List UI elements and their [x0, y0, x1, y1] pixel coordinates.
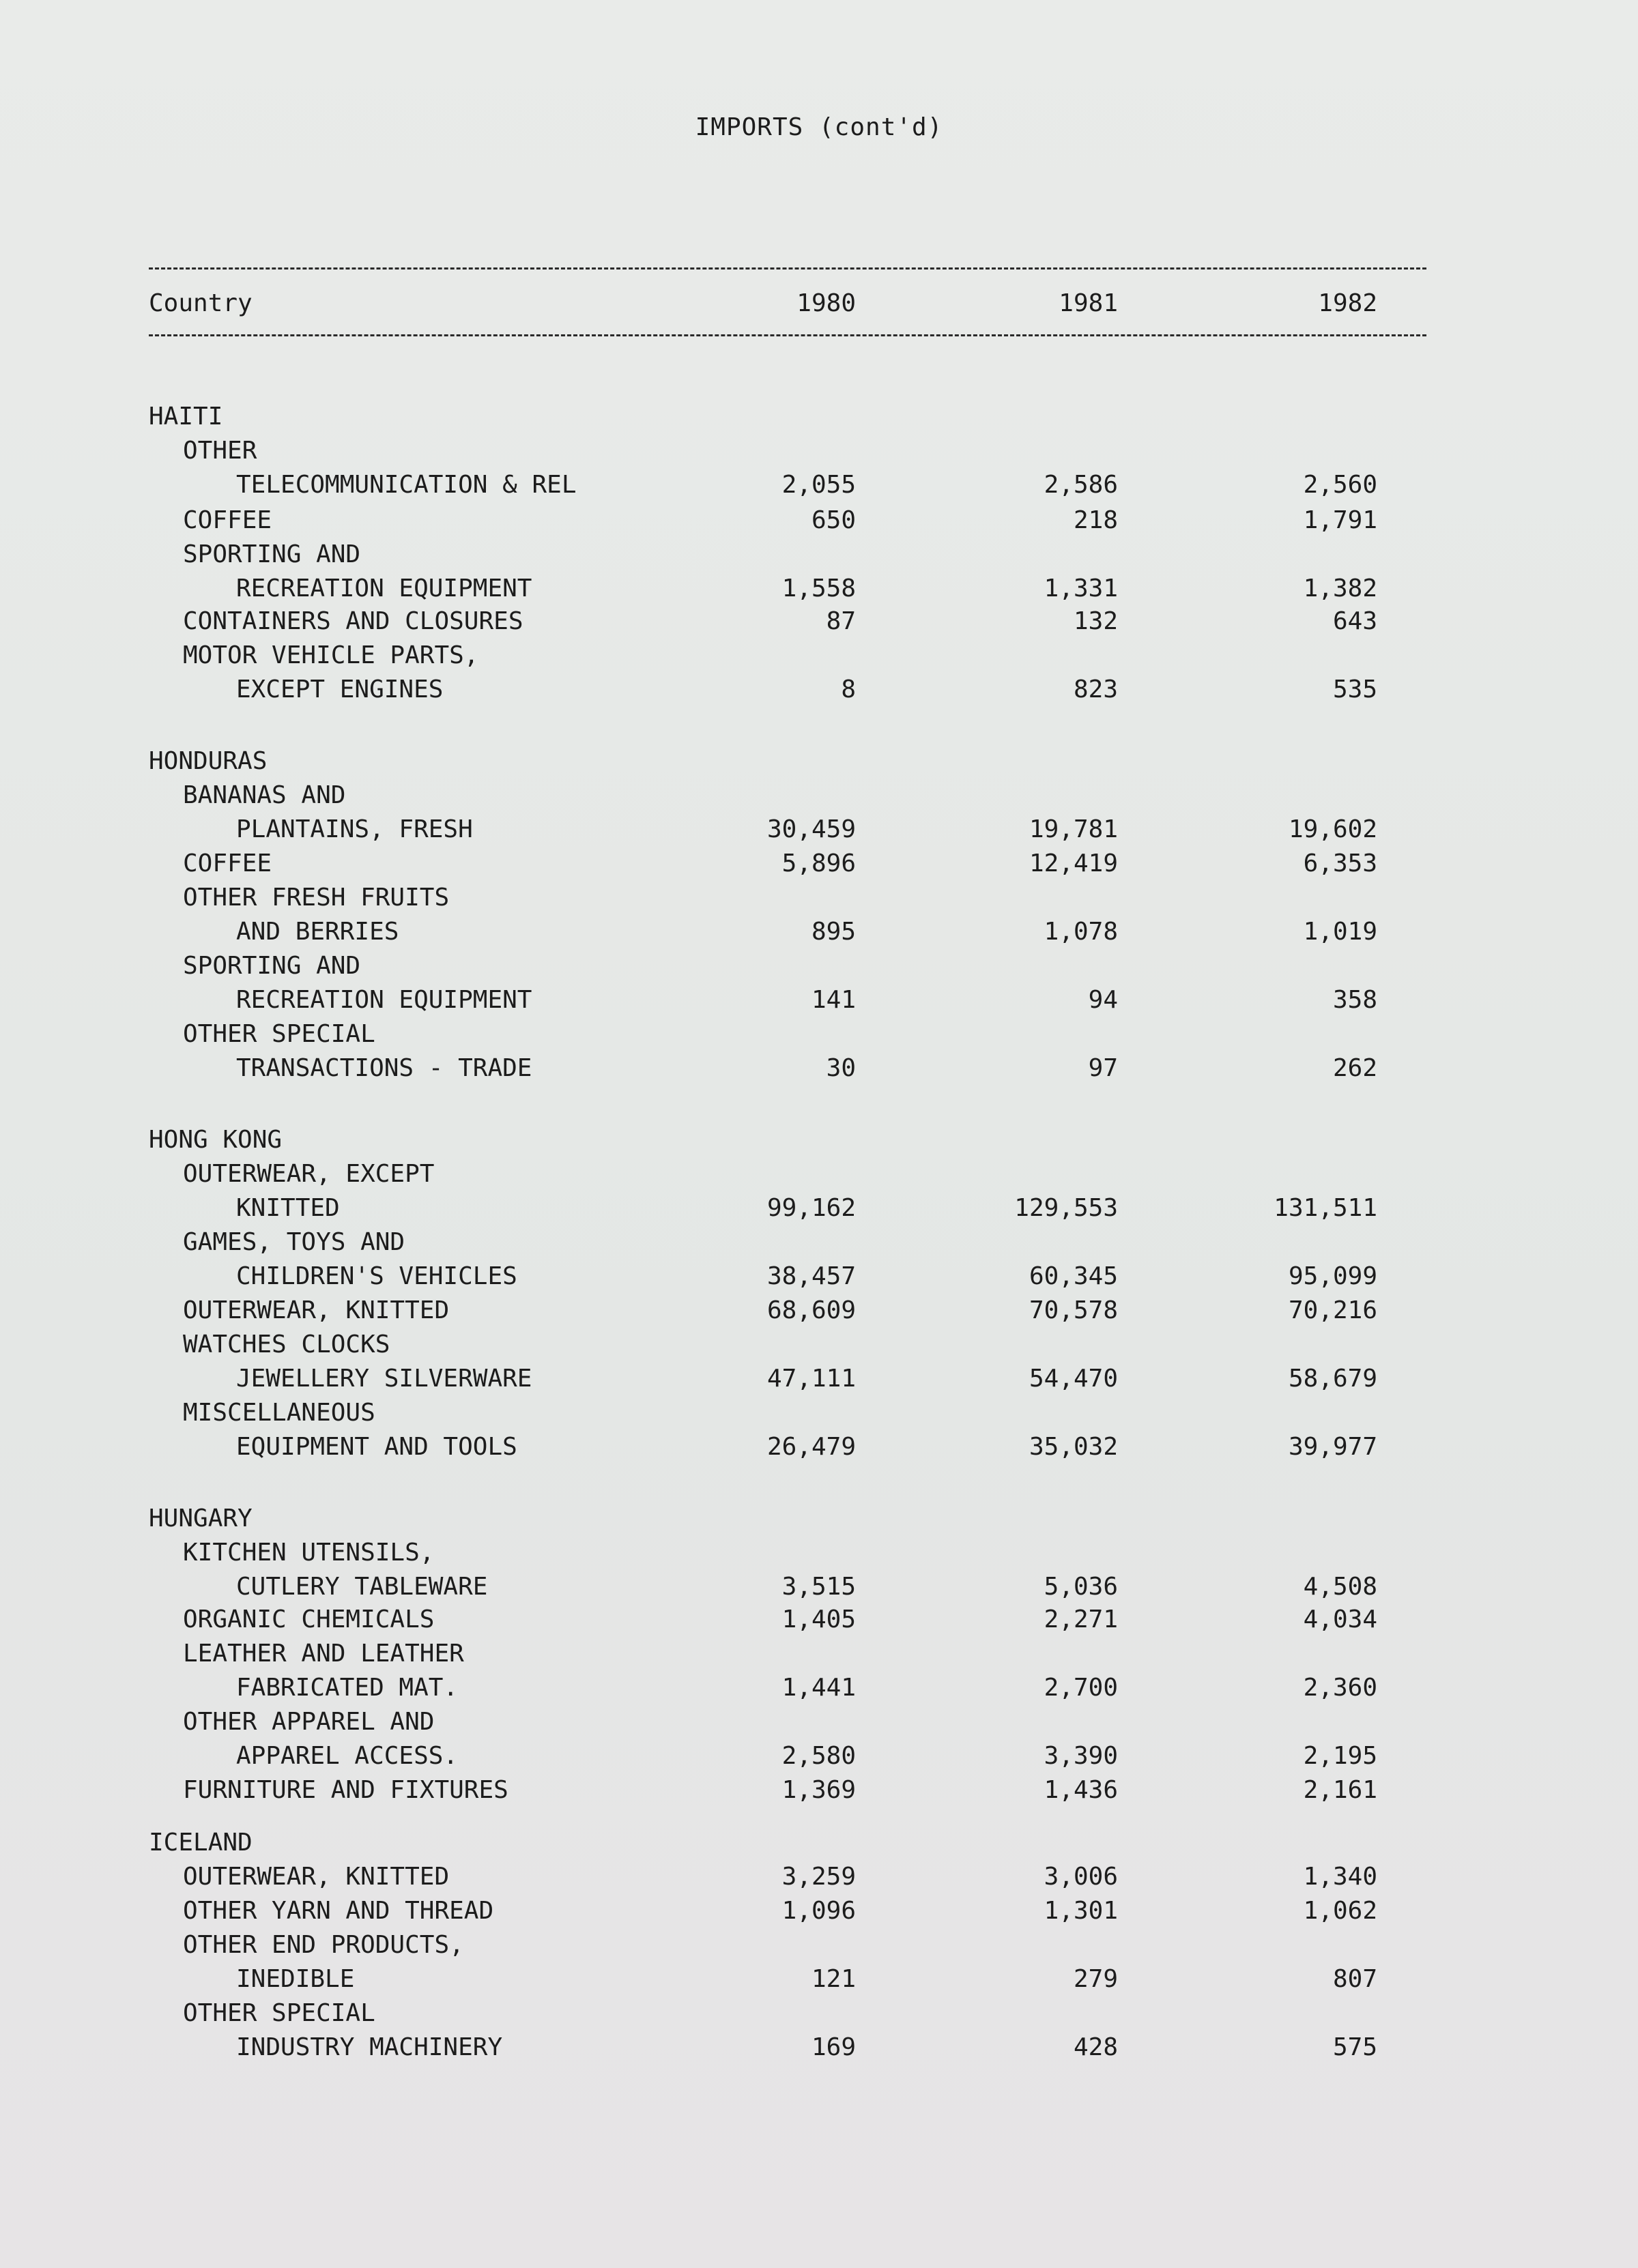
commodity-label: OUTERWEAR, EXCEPT [183, 1160, 435, 1188]
value-1980: 2,055 [781, 471, 856, 499]
header-1980: 1980 [796, 289, 856, 317]
value-1980: 5,896 [781, 849, 856, 877]
header-rule-top [149, 267, 1426, 270]
commodity-label: INEDIBLE [236, 1965, 355, 1993]
commodity-label: WATCHES CLOCKS [183, 1331, 390, 1358]
table-row [0, 1433, 1638, 1463]
value-1981: 54,470 [1029, 1365, 1118, 1393]
value-1981: 1,331 [1044, 575, 1118, 602]
table-row [0, 1708, 1638, 1738]
commodity-label: CUTLERY TABLEWARE [236, 1573, 488, 1601]
table-row [0, 1160, 1638, 1190]
country-name: ICELAND [149, 1829, 253, 1857]
value-1980: 3,515 [781, 1573, 856, 1601]
country-name: HONDURAS [149, 747, 268, 775]
value-1981: 70,578 [1029, 1296, 1118, 1324]
table-row [0, 1776, 1638, 1806]
value-1982: 4,508 [1303, 1573, 1377, 1601]
value-1981: 132 [1073, 607, 1118, 635]
table-row [0, 781, 1638, 811]
commodity-label: OUTERWEAR, KNITTED [183, 1296, 450, 1324]
commodity-label: OTHER YARN AND THREAD [183, 1897, 494, 1925]
value-1980: 121 [811, 1965, 856, 1993]
value-1982: 39,977 [1288, 1433, 1377, 1461]
table-row [0, 506, 1638, 536]
value-1982: 2,560 [1303, 471, 1377, 499]
commodity-label: BANANAS AND [183, 781, 346, 809]
commodity-label: JEWELLERY SILVERWARE [236, 1365, 532, 1393]
value-1980: 47,111 [766, 1365, 856, 1393]
value-1982: 1,340 [1303, 1863, 1377, 1891]
table-row [0, 918, 1638, 948]
country-heading-row [0, 1829, 1638, 1859]
value-1980: 1,558 [781, 575, 856, 602]
value-1980: 38,457 [766, 1262, 856, 1290]
table-row [0, 1999, 1638, 2029]
value-1982: 70,216 [1288, 1296, 1377, 1324]
table-row [0, 575, 1638, 605]
value-1982: 95,099 [1288, 1262, 1377, 1290]
country-heading-row [0, 1504, 1638, 1535]
commodity-label: RECREATION EQUIPMENT [236, 986, 532, 1014]
table-row [0, 1399, 1638, 1429]
value-1981: 2,271 [1044, 1605, 1118, 1633]
value-1980: 87 [826, 607, 856, 635]
page-title: IMPORTS (cont'd) [695, 113, 943, 141]
country-heading-row [0, 1126, 1638, 1156]
table-row [0, 675, 1638, 706]
value-1982: 262 [1332, 1054, 1377, 1082]
commodity-label: OTHER SPECIAL [183, 1020, 375, 1048]
value-1981: 3,390 [1044, 1742, 1118, 1770]
value-1980: 141 [811, 986, 856, 1014]
value-1980: 1,369 [781, 1776, 856, 1804]
table-row [0, 815, 1638, 845]
commodity-label: MOTOR VEHICLE PARTS, [183, 641, 479, 669]
value-1982: 643 [1332, 607, 1377, 635]
country-name: HUNGARY [149, 1504, 253, 1532]
value-1982: 1,791 [1303, 506, 1377, 534]
table-row [0, 1054, 1638, 1084]
value-1980: 1,405 [781, 1605, 856, 1633]
table-row [0, 1228, 1638, 1258]
header-1982: 1982 [1318, 289, 1377, 317]
commodity-label: OTHER END PRODUCTS, [183, 1931, 464, 1959]
value-1981: 279 [1073, 1965, 1118, 1993]
table-row [0, 540, 1638, 570]
value-1981: 2,700 [1044, 1674, 1118, 1702]
country-name: HAITI [149, 403, 223, 431]
table-row [0, 1640, 1638, 1670]
value-1981: 823 [1073, 675, 1118, 703]
table-row [0, 437, 1638, 467]
value-1982: 131,511 [1274, 1194, 1377, 1222]
value-1981: 5,036 [1044, 1573, 1118, 1601]
table-row [0, 1897, 1638, 1927]
value-1981: 19,781 [1029, 815, 1118, 843]
table-row [0, 1365, 1638, 1395]
value-1982: 1,382 [1303, 575, 1377, 602]
value-1982: 19,602 [1288, 815, 1377, 843]
commodity-label: APPAREL ACCESS. [236, 1742, 459, 1770]
commodity-label: KNITTED [236, 1194, 340, 1222]
table-row [0, 1742, 1638, 1772]
header-rule-bottom [149, 334, 1426, 336]
commodity-label: COFFEE [183, 506, 272, 534]
value-1982: 2,360 [1303, 1674, 1377, 1702]
commodity-label: ORGANIC CHEMICALS [183, 1605, 435, 1633]
country-name: HONG KONG [149, 1126, 283, 1154]
commodity-label: RECREATION EQUIPMENT [236, 575, 532, 602]
value-1980: 26,479 [766, 1433, 856, 1461]
commodity-label: LEATHER AND LEATHER [183, 1640, 464, 1668]
commodity-label: CONTAINERS AND CLOSURES [183, 607, 523, 635]
value-1980: 2,580 [781, 1742, 856, 1770]
value-1982: 1,019 [1303, 918, 1377, 946]
commodity-label: GAMES, TOYS AND [183, 1228, 405, 1256]
table-row [0, 1674, 1638, 1704]
value-1982: 2,195 [1303, 1742, 1377, 1770]
commodity-label: PLANTAINS, FRESH [236, 815, 473, 843]
value-1982: 575 [1332, 2033, 1377, 2061]
value-1980: 1,441 [781, 1674, 856, 1702]
table-row [0, 1931, 1638, 1961]
commodity-label: FABRICATED MAT. [236, 1674, 459, 1702]
value-1980: 30,459 [766, 815, 856, 843]
commodity-label: OUTERWEAR, KNITTED [183, 1863, 450, 1891]
value-1980: 99,162 [766, 1194, 856, 1222]
commodity-label: KITCHEN UTENSILS, [183, 1539, 435, 1567]
value-1981: 129,553 [1014, 1194, 1118, 1222]
commodity-label: EXCEPT ENGINES [236, 675, 444, 703]
table-row [0, 1262, 1638, 1292]
commodity-label: FURNITURE AND FIXTURES [183, 1776, 508, 1804]
value-1980: 895 [811, 918, 856, 946]
value-1980: 650 [811, 506, 856, 534]
commodity-label: OTHER [183, 437, 257, 465]
table-row [0, 952, 1638, 982]
value-1981: 97 [1088, 1054, 1118, 1082]
commodity-label: SPORTING AND [183, 540, 361, 568]
value-1981: 12,419 [1029, 849, 1118, 877]
commodity-label: OTHER SPECIAL [183, 1999, 375, 2027]
value-1981: 218 [1073, 506, 1118, 534]
value-1980: 3,259 [781, 1863, 856, 1891]
value-1982: 1,062 [1303, 1897, 1377, 1925]
value-1982: 2,161 [1303, 1776, 1377, 1804]
commodity-label: TRANSACTIONS - TRADE [236, 1054, 532, 1082]
table-row [0, 986, 1638, 1016]
value-1980: 169 [811, 2033, 856, 2061]
table-row [0, 1539, 1638, 1569]
value-1980: 8 [841, 675, 856, 703]
table-row [0, 1020, 1638, 1050]
header-country: Country [149, 289, 253, 317]
table-row [0, 641, 1638, 671]
commodity-label: OTHER FRESH FRUITS [183, 884, 450, 912]
value-1982: 4,034 [1303, 1605, 1377, 1633]
commodity-label: INDUSTRY MACHINERY [236, 2033, 503, 2061]
value-1980: 30 [826, 1054, 856, 1082]
table-row [0, 1194, 1638, 1224]
value-1982: 807 [1332, 1965, 1377, 1993]
commodity-label: SPORTING AND [183, 952, 361, 980]
commodity-label: TELECOMMUNICATION & REL [236, 471, 577, 499]
table-row [0, 1296, 1638, 1326]
value-1980: 68,609 [766, 1296, 856, 1324]
commodity-label: EQUIPMENT AND TOOLS [236, 1433, 517, 1461]
value-1981: 1,301 [1044, 1897, 1118, 1925]
value-1981: 60,345 [1029, 1262, 1118, 1290]
value-1981: 3,006 [1044, 1863, 1118, 1891]
table-row [0, 2033, 1638, 2063]
table-row [0, 849, 1638, 879]
table-row [0, 471, 1638, 501]
table-row [0, 1605, 1638, 1635]
table-row [0, 1573, 1638, 1603]
value-1981: 35,032 [1029, 1433, 1118, 1461]
table-row [0, 1331, 1638, 1361]
commodity-label: COFFEE [183, 849, 272, 877]
table-row [0, 1863, 1638, 1893]
value-1982: 58,679 [1288, 1365, 1377, 1393]
value-1981: 1,436 [1044, 1776, 1118, 1804]
header-1981: 1981 [1059, 289, 1118, 317]
commodity-label: MISCELLANEOUS [183, 1399, 375, 1427]
value-1981: 2,586 [1044, 471, 1118, 499]
country-heading-row [0, 747, 1638, 777]
commodity-label: AND BERRIES [236, 918, 399, 946]
value-1982: 535 [1332, 675, 1377, 703]
commodity-label: CHILDREN'S VEHICLES [236, 1262, 517, 1290]
table-row [0, 607, 1638, 637]
table-row [0, 1965, 1638, 1995]
value-1981: 1,078 [1044, 918, 1118, 946]
country-heading-row [0, 403, 1638, 433]
value-1980: 1,096 [781, 1897, 856, 1925]
table-row [0, 884, 1638, 914]
value-1981: 94 [1088, 986, 1118, 1014]
value-1981: 428 [1073, 2033, 1118, 2061]
commodity-label: OTHER APPAREL AND [183, 1708, 435, 1736]
value-1982: 6,353 [1303, 849, 1377, 877]
value-1982: 358 [1332, 986, 1377, 1014]
